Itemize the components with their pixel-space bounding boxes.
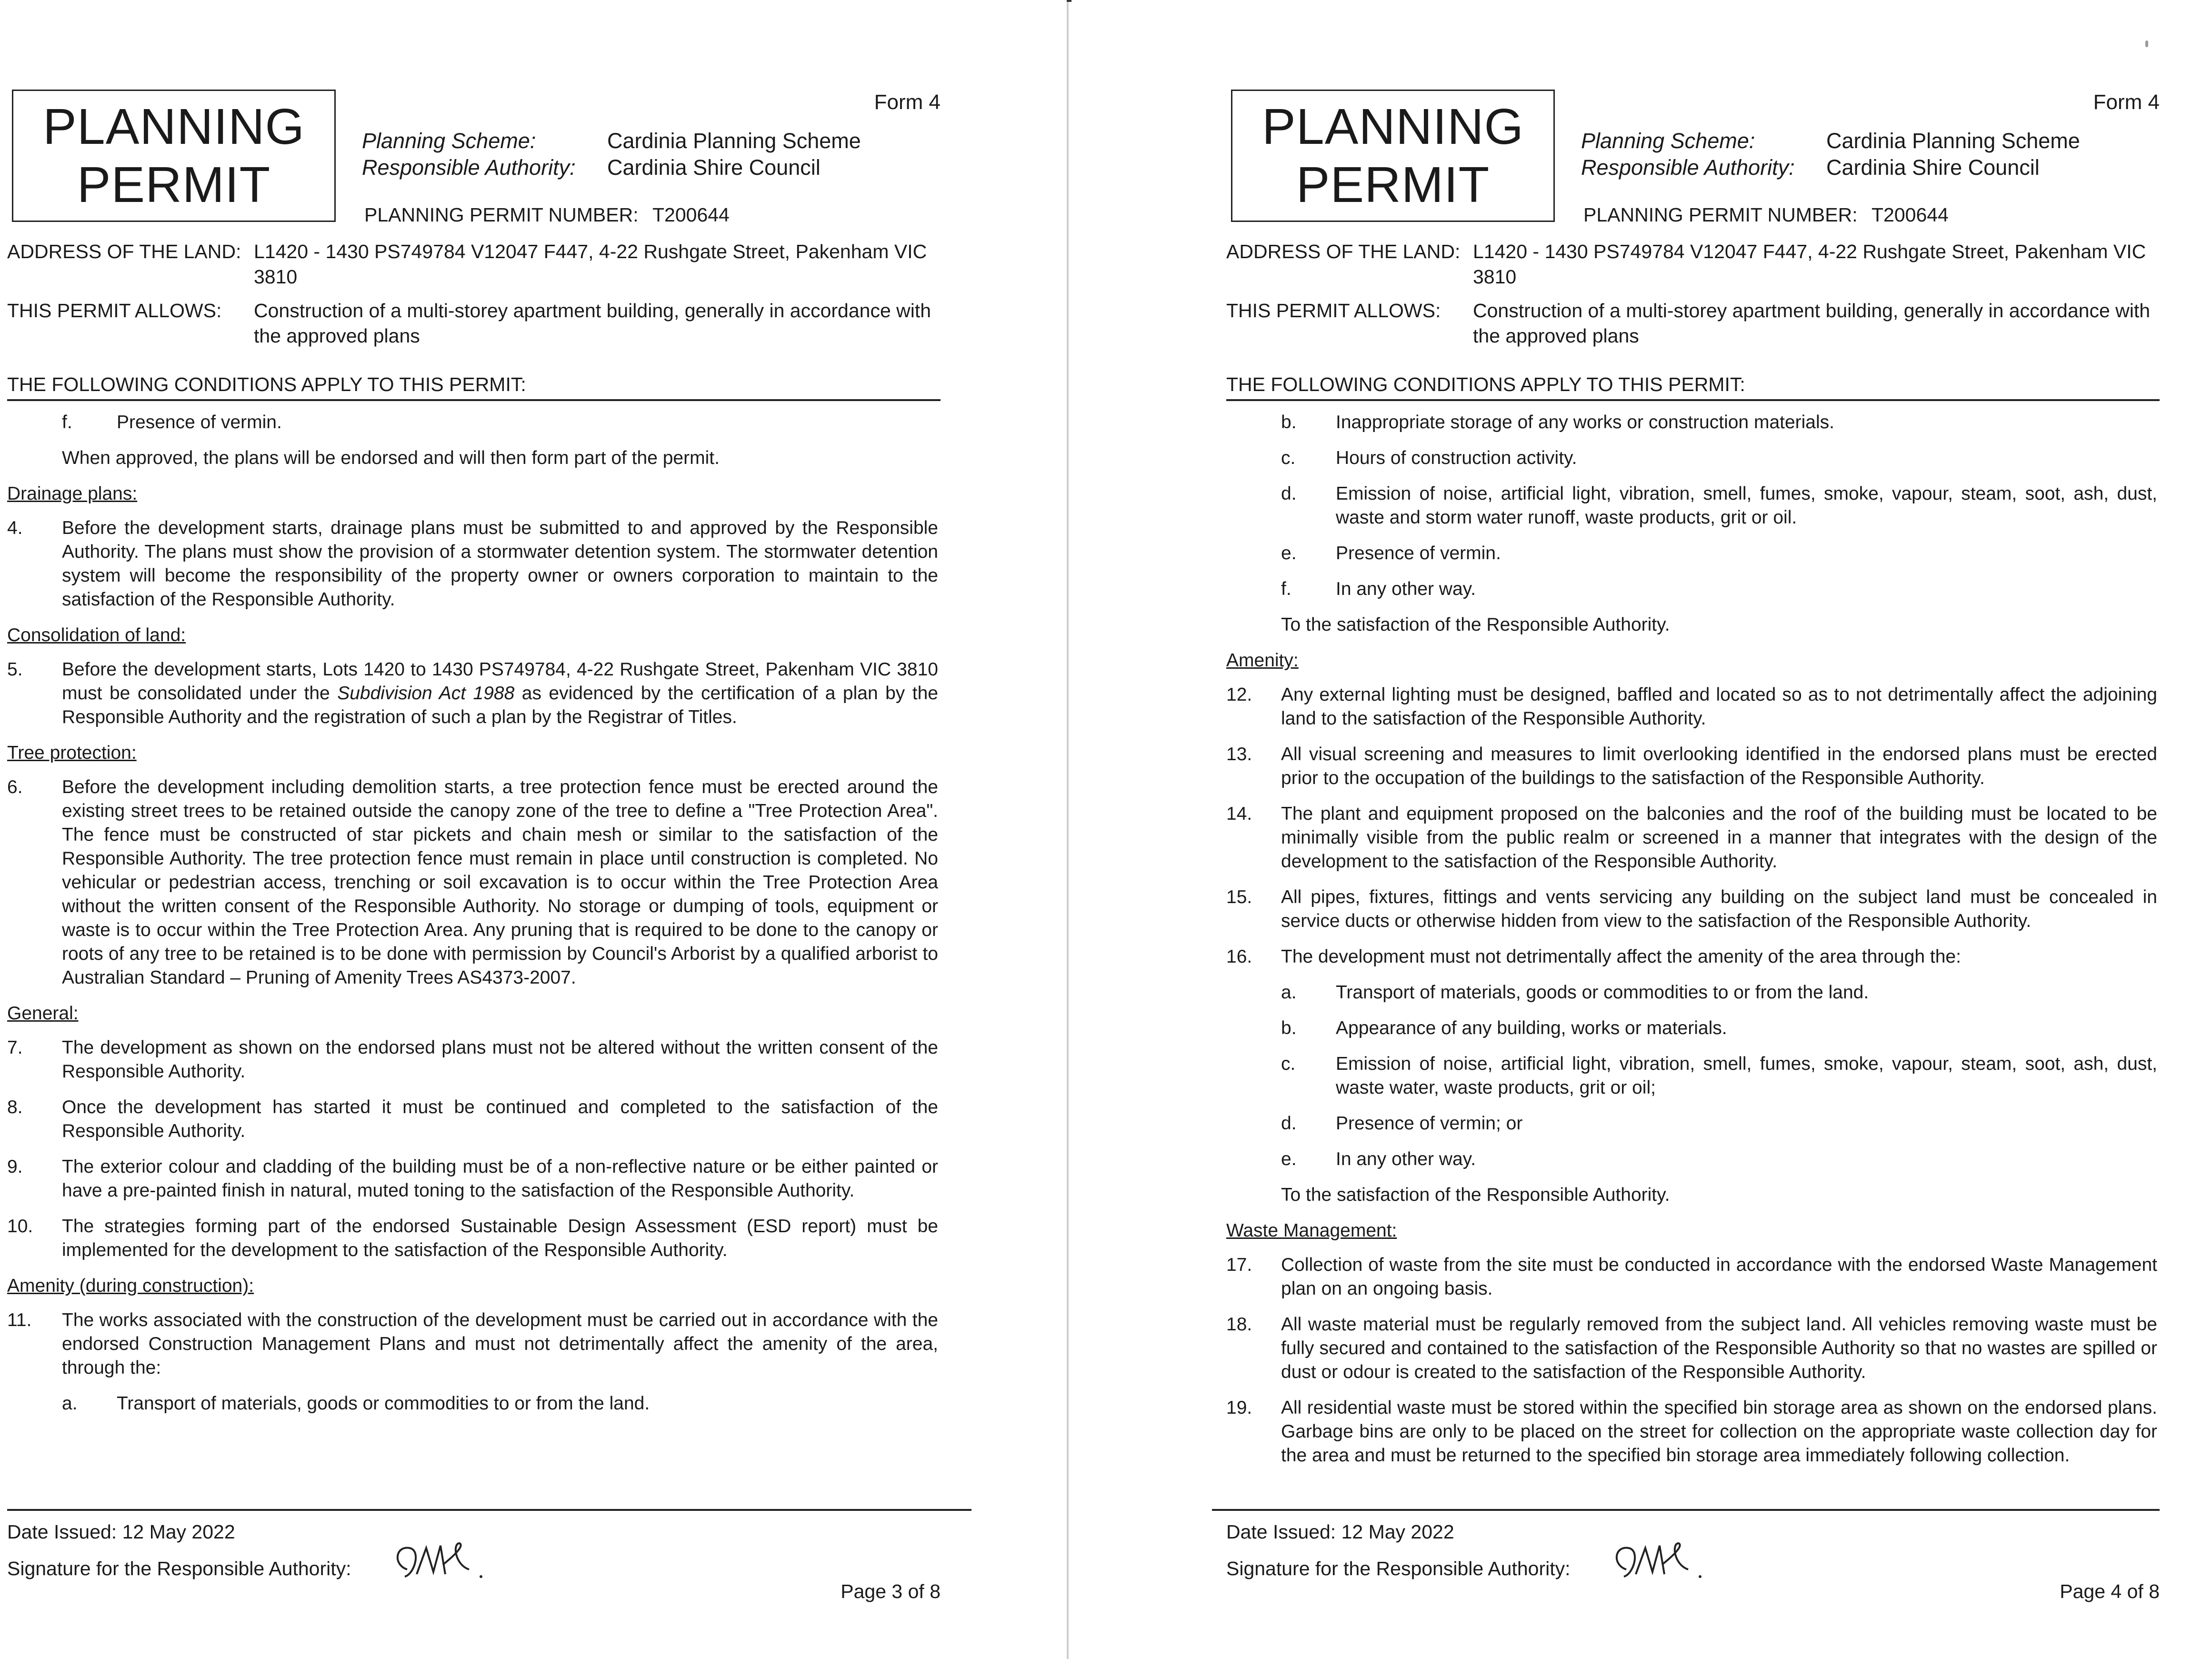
- sub-letter: b.: [1281, 1018, 1297, 1038]
- planning-scheme-label: Planning Scheme:: [362, 129, 536, 153]
- title-line-1: PLANNING: [43, 99, 305, 155]
- condition-number: 9.: [7, 1156, 23, 1177]
- condition-text: Collection of waste from the site must be conducted in accordance with the endorsed Waste Management plan on an ongoing basis.: [1281, 1255, 2157, 1299]
- sub-item: [1281, 542, 2157, 565]
- title-line-1: PLANNING: [1262, 99, 1524, 155]
- permit-title-box: [1231, 90, 1555, 222]
- address-label: ADDRESS OF THE LAND:: [1226, 241, 1461, 262]
- condition-text: All visual screening and measures to limit overlooking identified in the endorsed plans must be erected prior to the occupation of the buildings to the satisfaction of the Responsible Authority.: [1281, 744, 2157, 788]
- permit-page-4: [1071, 0, 2212, 1659]
- form-number: Form 4: [2093, 90, 2160, 114]
- condition-number: 7.: [7, 1037, 23, 1058]
- scheme-block: [1581, 128, 2080, 181]
- condition-number: 6.: [7, 777, 23, 797]
- condition-text: All residential waste must be stored within the specified bin storage area as shown on the endorsed plans. Garbage bins are only to be placed on the street for collection on the appropriate waste collection day for the area and must be returned to the specified bin storage area immediately following collection.: [1281, 1398, 2157, 1466]
- sub-text: Presence of vermin.: [117, 412, 282, 432]
- condition-text: The strategies forming part of the endorsed Sustainable Design Assessment (ESD report) must be implemented for the development to the satisfaction of the Responsible Authority.: [62, 1216, 938, 1260]
- date-issued: Date Issued: 12 May 2022: [1226, 1521, 1454, 1543]
- sub-text: Inappropriate storage of any works or construction materials.: [1336, 412, 1835, 432]
- condition-text: The development as shown on the endorsed plans must not be altered without the written consent of the Responsible Authority.: [62, 1037, 938, 1082]
- condition-text: Before the development including demolition starts, a tree protection fence must be erected around the existing street trees to be retained outside the canopy zone of the tree to define a "Tree Protection Area". The fence must be constructed of star pickets and chain mesh or similar to the satisfaction of the Responsible Authority. The tree protection fence must remain in place until construction is completed. No vehicular or pedestrian access, trenching or soil excavation is to occur within the Tree Protection Area without the written consent of the Responsible Authority. No storage or dumping of tools, equipment or waste is to occur within the Tree Protection Area. Any pruning that is required to be done to the canopy or roots of any tree to be retained is to be done with permission by Council's Arborist by a qualified arborist to Australian Standard – Pruning of Amenity Trees AS4373-2007.: [62, 777, 938, 988]
- conditions-heading: THE FOLLOWING CONDITIONS APPLY TO THIS PERMIT:: [1226, 372, 2160, 401]
- planning-scheme-value: Cardinia Planning Scheme: [607, 129, 861, 153]
- address-row: [7, 239, 941, 290]
- condition-number: 16.: [1226, 946, 1252, 967]
- sub-item: [1281, 446, 2157, 470]
- signature-label: Signature for the Responsible Authority:: [1226, 1558, 1571, 1579]
- address-value: L1420 - 1430 PS749784 V12047 F447, 4-22 Rushgate Street, Pakenham VIC 3810: [254, 241, 927, 288]
- allows-row: [1226, 298, 2160, 349]
- sub-letter: c.: [1281, 448, 1296, 468]
- condition-text-part: Before the development starts, Lots 1420 to 1430 PS749784, 4-22 Rushgate Street, Pakenham VIC 3810 must be consolidated under the: [62, 659, 938, 704]
- sub-letter: d.: [1281, 483, 1297, 504]
- condition-item: [1226, 885, 2157, 933]
- sub-text: Transport of materials, goods or commodities to or from the land.: [1336, 982, 1869, 1003]
- section-heading: General:: [7, 1003, 79, 1024]
- condition-number: 5.: [7, 659, 23, 680]
- sub-letter: f.: [62, 412, 72, 432]
- condition-item: [1226, 1313, 2157, 1384]
- section-heading: Consolidation of land:: [7, 625, 186, 645]
- signature-mark: [1607, 1536, 1707, 1589]
- permit-number-label: PLANNING PERMIT NUMBER:: [1583, 204, 1858, 226]
- signature-label: Signature for the Responsible Authority:: [7, 1558, 351, 1579]
- condition-number: 14.: [1226, 804, 1252, 824]
- allows-label: THIS PERMIT ALLOWS:: [7, 300, 222, 322]
- condition-item: [1226, 683, 2157, 731]
- sub-letter: e.: [1281, 1149, 1297, 1169]
- condition-number: 17.: [1226, 1255, 1252, 1275]
- permit-title-box: [12, 90, 336, 222]
- scan-artifact: [2145, 40, 2148, 47]
- responsible-authority-value: Cardinia Shire Council: [607, 155, 821, 180]
- responsible-authority-value: Cardinia Shire Council: [1826, 155, 2040, 180]
- allows-row: [7, 298, 941, 349]
- sub-text: Presence of vermin; or: [1336, 1113, 1523, 1134]
- footer-divider: [1212, 1509, 2160, 1511]
- address-label: ADDRESS OF THE LAND:: [7, 241, 241, 262]
- condition-text: Before the development starts, drainage plans must be submitted to and approved by the Responsible Authority. The plans must show the provision of a stormwater detention system. The stormwater detention system will become the responsibility of the property owner or owners corporation to maintain to the satisfaction of the Responsible Authority.: [62, 518, 938, 610]
- sub-item: [62, 1392, 938, 1416]
- sub-text: Presence of vermin.: [1336, 543, 1501, 563]
- responsible-authority-label: Responsible Authority:: [362, 155, 576, 180]
- planning-scheme-value: Cardinia Planning Scheme: [1826, 129, 2080, 153]
- permit-number: [364, 204, 730, 226]
- condition-text: Once the development has started it must be continued and completed to the satisfaction of the Responsible Authority.: [62, 1097, 938, 1141]
- allows-label: THIS PERMIT ALLOWS:: [1226, 300, 1441, 322]
- sub-item: [1281, 1112, 2157, 1136]
- section-heading: Amenity:: [1226, 650, 1299, 671]
- permit-number-label: PLANNING PERMIT NUMBER:: [364, 204, 639, 226]
- condition-item: [1226, 1253, 2157, 1301]
- sub-item: [1281, 1052, 2157, 1100]
- sub-item: [1281, 1016, 2157, 1040]
- sub-text: Transport of materials, goods or commodities to or from the land.: [117, 1393, 650, 1414]
- condition-item: [7, 1155, 938, 1203]
- sub-letter: b.: [1281, 412, 1297, 432]
- condition-item: [7, 1215, 938, 1262]
- sub-item: [1281, 981, 2157, 1005]
- condition-item: [7, 658, 938, 729]
- condition-number: 8.: [7, 1097, 23, 1117]
- condition-text: The works associated with the construction of the development must be carried out in accordance with the endorsed Construction Management Plans and must not detrimentally affect the amenity of the area, through the:: [62, 1310, 938, 1378]
- condition-number: 12.: [1226, 684, 1252, 705]
- act-title: Subdivision Act 1988: [337, 683, 515, 704]
- address-value: L1420 - 1430 PS749784 V12047 F447, 4-22 Rushgate Street, Pakenham VIC 3810: [1473, 241, 2146, 288]
- section-heading: Drainage plans:: [7, 483, 138, 504]
- sub-item: [1281, 1147, 2157, 1171]
- sub-text: In any other way.: [1336, 579, 1476, 599]
- permit-number-value: T200644: [1872, 204, 1949, 226]
- condition-item: [7, 516, 938, 612]
- sub-item: [1281, 482, 2157, 530]
- condition-item: [1226, 1396, 2157, 1468]
- page-number: Page 3 of 8: [841, 1580, 941, 1602]
- page-gutter: [1067, 0, 1069, 1659]
- condition-text-part: as evidenced by the certification of a plan by the Responsible Authority and the registration of such a plan by the Registrar of Titles.: [62, 683, 938, 727]
- condition-text: [62, 658, 938, 729]
- allows-value: Construction of a multi-storey apartment building, generally in accordance with the approved plans: [254, 300, 931, 347]
- condition-text: The exterior colour and cladding of the building must be of a non-reflective nature or be either painted or have a pre-painted finish in natural, muted toning to the satisfaction of the Responsible Authority.: [62, 1156, 938, 1201]
- sub-item: [1281, 411, 2157, 434]
- section-heading: Amenity (during construction):: [7, 1276, 254, 1296]
- condition-text: Any external lighting must be designed, baffled and located so as to not detrimentally affect the adjoining land to the satisfaction of the Responsible Authority.: [1281, 684, 2157, 729]
- condition-number: 4.: [7, 518, 23, 538]
- condition-number: 15.: [1226, 887, 1252, 907]
- signature-mark: [388, 1536, 488, 1589]
- section-heading: Waste Management:: [1226, 1220, 1397, 1241]
- note-text: To the satisfaction of the Responsible Authority.: [1281, 614, 1670, 635]
- sub-text: Emission of noise, artificial light, vibration, smell, fumes, smoke, vapour, steam, soot, ash, dust, waste and storm water runoff, waste products, grit or oil.: [1336, 483, 2157, 528]
- condition-text: The plant and equipment proposed on the balconies and the roof of the building must be located to be minimally visible from the public realm or screened in a manner that integrates with the design of the development to the satisfaction of the Responsible Authority.: [1281, 804, 2157, 872]
- sub-letter: c.: [1281, 1054, 1296, 1074]
- permit-number: [1583, 204, 1949, 226]
- address-row: [1226, 239, 2160, 290]
- title-line-2: PERMIT: [77, 157, 271, 213]
- permit-number-value: T200644: [652, 204, 730, 226]
- planning-scheme-label: Planning Scheme:: [1581, 129, 1755, 153]
- sub-letter: f.: [1281, 579, 1291, 599]
- condition-item: [7, 775, 938, 990]
- condition-text: All pipes, fixtures, fittings and vents servicing any building on the subject land must be concealed in service ducts or otherwise hidden from view to the satisfaction of the Responsible Authority.: [1281, 887, 2157, 931]
- sub-item: [1281, 577, 2157, 601]
- conditions-heading: THE FOLLOWING CONDITIONS APPLY TO THIS PERMIT:: [7, 372, 941, 401]
- sub-letter: e.: [1281, 543, 1297, 563]
- sub-item: [62, 411, 938, 434]
- condition-item: [7, 1308, 938, 1380]
- sub-letter: a.: [1281, 982, 1297, 1003]
- sub-letter: a.: [62, 1393, 78, 1414]
- sub-text: Appearance of any building, works or materials.: [1336, 1018, 1727, 1038]
- title-line-2: PERMIT: [1296, 157, 1490, 213]
- condition-number: 11.: [7, 1310, 32, 1330]
- page-number: Page 4 of 8: [2060, 1580, 2160, 1602]
- note-text: To the satisfaction of the Responsible Authority.: [1281, 1185, 1670, 1205]
- form-number: Form 4: [874, 90, 941, 114]
- sub-text: Emission of noise, artificial light, vibration, smell, fumes, smoke, vapour, steam, soot, ash, dust, waste water, waste products, grit or oil;: [1336, 1054, 2157, 1098]
- condition-item: [7, 1096, 938, 1143]
- sub-letter: d.: [1281, 1113, 1297, 1134]
- condition-number: 19.: [1226, 1398, 1252, 1418]
- footer-divider: [7, 1509, 971, 1511]
- condition-number: 10.: [7, 1216, 33, 1237]
- condition-item: [1226, 945, 2157, 969]
- sub-text: In any other way.: [1336, 1149, 1476, 1169]
- condition-item: [1226, 743, 2157, 790]
- date-issued: Date Issued: 12 May 2022: [7, 1521, 235, 1543]
- condition-item: [1226, 802, 2157, 874]
- section-heading: Tree protection:: [7, 743, 137, 763]
- responsible-authority-label: Responsible Authority:: [1581, 155, 1795, 180]
- permit-page-3: [0, 0, 1069, 1659]
- conditions-body: [1226, 411, 2157, 1479]
- sub-text: Hours of construction activity.: [1336, 448, 1577, 468]
- condition-number: 18.: [1226, 1314, 1252, 1335]
- scheme-block: [362, 128, 861, 181]
- condition-text: The development must not detrimentally affect the amenity of the area through the:: [1281, 946, 1961, 967]
- condition-number: 13.: [1226, 744, 1252, 764]
- conditions-body: [7, 411, 938, 1428]
- condition-item: [7, 1036, 938, 1084]
- note-text: When approved, the plans will be endorsed and will then form part of the permit.: [62, 448, 720, 468]
- allows-value: Construction of a multi-storey apartment building, generally in accordance with the approved plans: [1473, 300, 2151, 347]
- condition-text: All waste material must be regularly removed from the subject land. All vehicles removing waste must be fully secured and contained to the satisfaction of the Responsible Authority so that no wastes are spilled or dust or odour is created to the satisfaction of the Responsible Authority.: [1281, 1314, 2157, 1382]
